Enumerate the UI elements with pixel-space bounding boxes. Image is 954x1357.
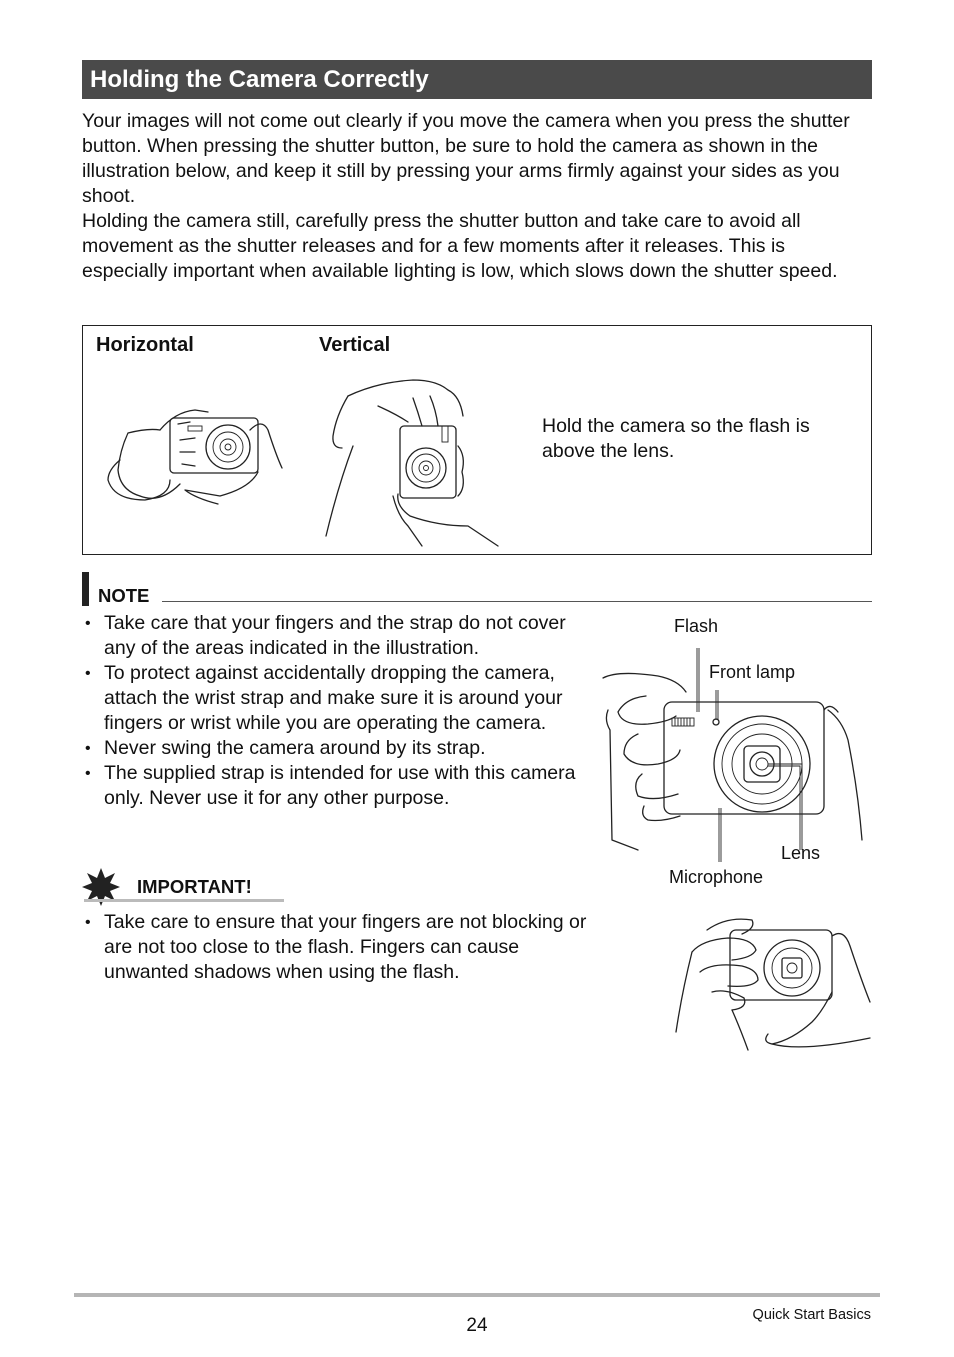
note-item: • The supplied strap is intended for use with this camera only. Never use it for any other purpose. bbox=[82, 761, 582, 811]
lens-label: Lens bbox=[781, 843, 821, 863]
horizontal-hold-illustration bbox=[100, 400, 285, 515]
front-lamp-label: Front lamp bbox=[709, 662, 796, 682]
section-title: Holding the Camera Correctly bbox=[82, 60, 872, 99]
page-number: 24 bbox=[466, 1315, 488, 1336]
vertical-label: Vertical bbox=[319, 334, 391, 356]
important-divider bbox=[84, 899, 284, 902]
footer-section-name: Quick Start Basics bbox=[752, 1307, 871, 1323]
note-item: • Take care that your fingers and the strap do not cover any of the areas indicated in the illustration. bbox=[82, 611, 582, 661]
note-item: • Never swing the camera around by its strap. bbox=[82, 736, 582, 761]
important-item: • Take care to ensure that your fingers are not blocking or are not too close to the flash. Fingers can cause unwanted shadows when using the flash. bbox=[82, 910, 602, 985]
flash-label: Flash bbox=[674, 616, 719, 636]
vertical-hold-illustration bbox=[318, 376, 503, 548]
important-list bbox=[82, 910, 602, 985]
intro-paragraph-1: Your images will not come out clearly if you move the camera when you press the shutter button. When pressing the shutter button, be sure to hold the camera as shown in the illustration below, and keep it still by pressing your arms firmly against your sides as you shoot. bbox=[82, 110, 850, 207]
important-heading: IMPORTANT! bbox=[137, 876, 252, 897]
figure-caption: Hold the camera so the flash is above the lens. bbox=[542, 415, 810, 462]
note-list bbox=[82, 611, 582, 811]
note-marker bbox=[82, 572, 89, 606]
horizontal-label: Horizontal bbox=[96, 334, 194, 356]
fingers-flash-illustration bbox=[672, 912, 872, 1057]
microphone-label: Microphone bbox=[669, 867, 764, 887]
note-heading: NOTE bbox=[98, 585, 150, 606]
intro-paragraph-2: Holding the camera still, carefully press the shutter button and take care to avoid all movement as the shutter releases and for a few moments after it releases. This is especially important when available lighting is low, which slows down the shutter speed. bbox=[82, 210, 838, 282]
footer-divider bbox=[74, 1293, 880, 1297]
note-item: • To protect against accidentally dropping the camera, attach the wrist strap and make sure it is around your fingers or wrist while you are operating the camera. bbox=[82, 661, 582, 736]
note-divider bbox=[162, 601, 872, 602]
